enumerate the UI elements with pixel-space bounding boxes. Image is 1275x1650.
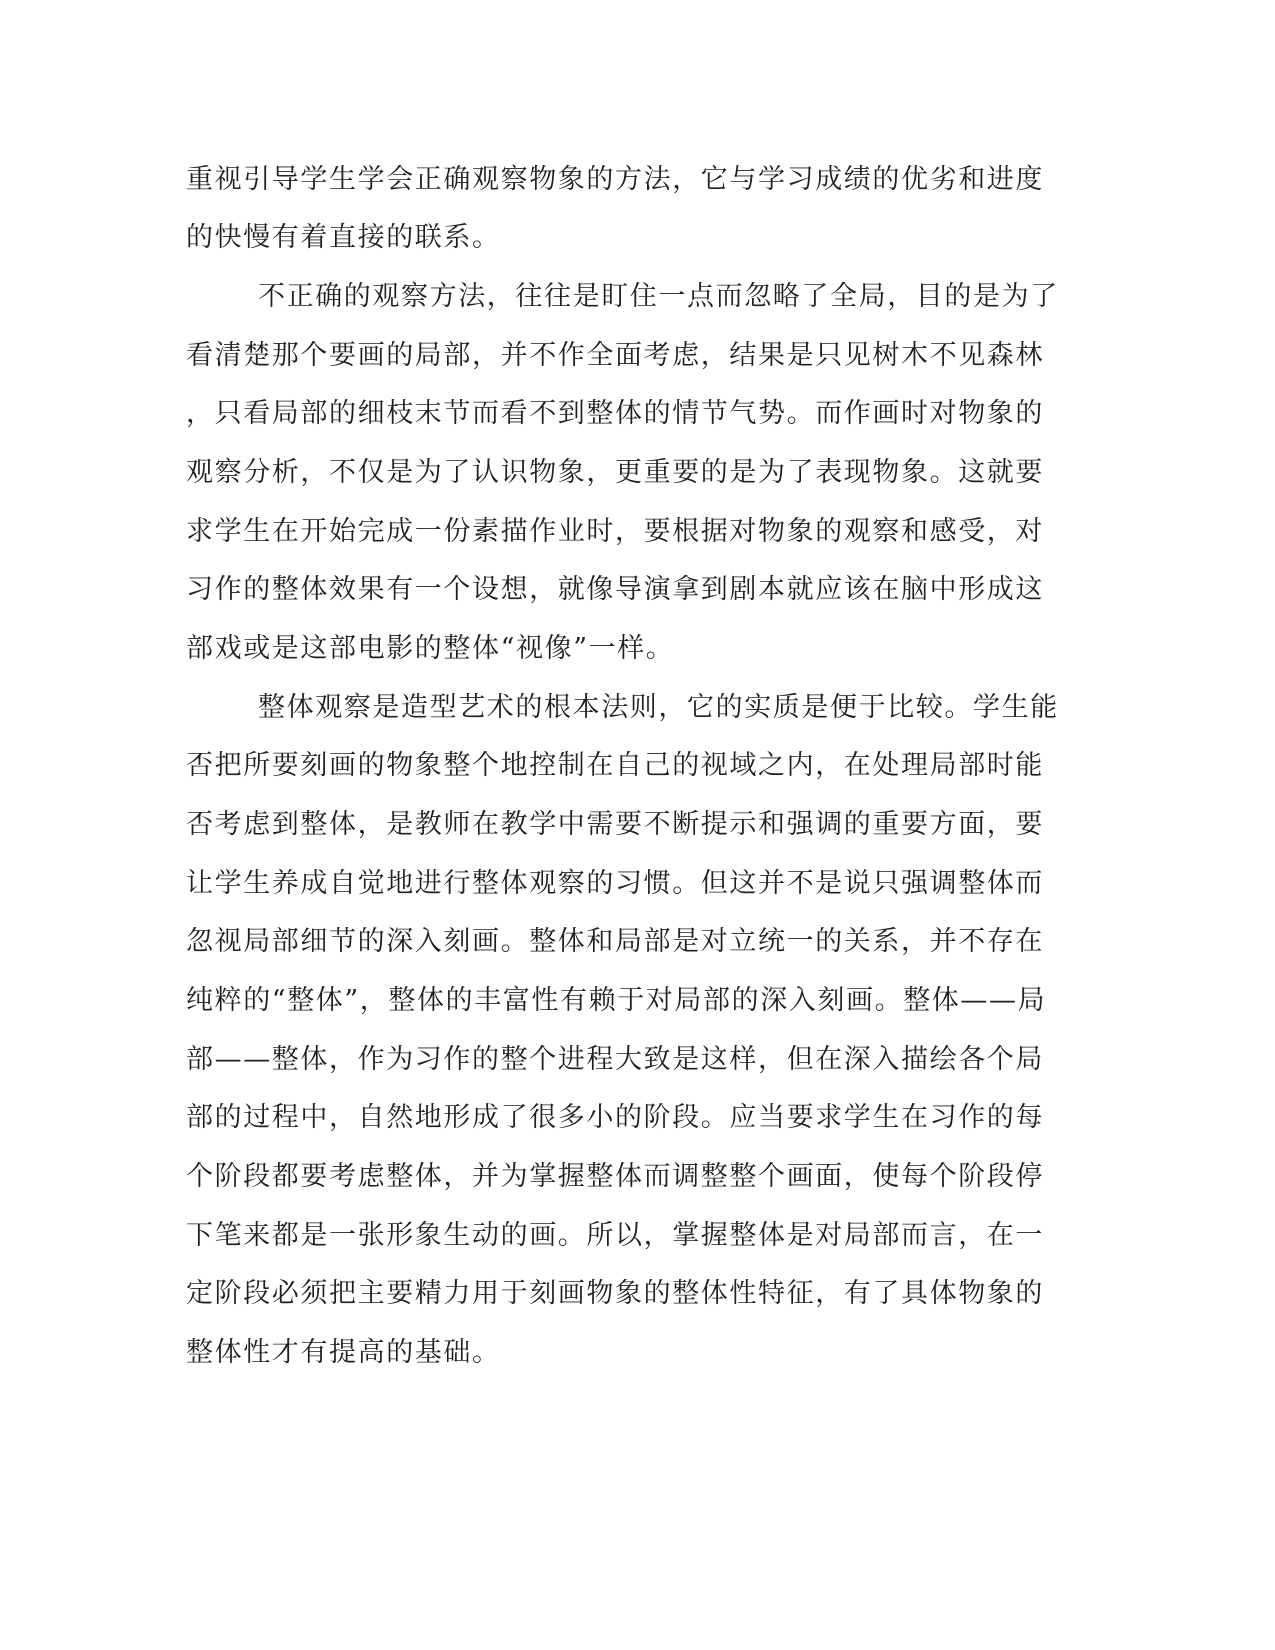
text-line-11: 否把所要刻画的物象整个地控制在自己的视域之内，在处理局部时能 <box>186 750 1044 781</box>
text-line-9: 部戏或是这部电影的整体“视像”一样。 <box>186 633 675 664</box>
text-line-16: 部——整体，作为习作的整个进程大致是这样，但在深入描绘各个局 <box>186 1044 1044 1075</box>
text-line-21: 整体性才有提高的基础。 <box>186 1337 501 1368</box>
text-line-5: ，只看局部的细枝末节而看不到整体的情节气势。而作画时对物象的 <box>186 398 1044 429</box>
text-line-18: 个阶段都要考虑整体，并为掌握整体而调整整个画面，使每个阶段停 <box>186 1161 1044 1192</box>
text-line-20: 定阶段必须把主要精力用于刻画物象的整体性特征，有了具体物象的 <box>186 1278 1044 1309</box>
text-line-1: 重视引导学生学会正确观察物象的方法，它与学习成绩的优劣和进度 <box>186 164 1044 195</box>
text-line-12: 否考虑到整体，是教师在教学中需要不断提示和强调的重要方面，要 <box>186 809 1044 840</box>
text-line-4: 看清楚那个要画的局部，并不作全面考虑，结果是只见树木不见森林 <box>186 340 1044 371</box>
text-line-6: 观察分析，不仅是为了认识物象，更重要的是为了表现物象。这就要 <box>186 457 1044 488</box>
text-line-14: 忽视局部细节的深入刻画。整体和局部是对立统一的关系，并不存在 <box>186 926 1044 957</box>
text-line-19: 下笔来都是一张形象生动的画。所以，掌握整体是对局部而言，在一 <box>186 1220 1044 1251</box>
text-line-8: 习作的整体效果有一个设想，就像导演拿到剧本就应该在脑中形成这 <box>186 574 1044 605</box>
text-line-2: 的快慢有着直接的联系。 <box>186 222 501 253</box>
text-line-3: 不正确的观察方法，往往是盯住一点而忽略了全局，目的是为了 <box>258 281 1059 312</box>
text-line-17: 部的过程中，自然地形成了很多小的阶段。应当要求学生在习作的每 <box>186 1102 1044 1133</box>
text-line-15: 纯粹的“整体”，整体的丰富性有赖于对局部的深入刻画。整体——局 <box>186 985 1047 1016</box>
text-line-13: 让学生养成自觉地进行整体观察的习惯。但这并不是说只强调整体而 <box>186 868 1044 899</box>
text-line-10: 整体观察是造型艺术的根本法则，它的实质是便于比较。学生能 <box>258 692 1059 723</box>
text-line-7: 求学生在开始完成一份素描作业时，要根据对物象的观察和感受，对 <box>186 516 1044 547</box>
